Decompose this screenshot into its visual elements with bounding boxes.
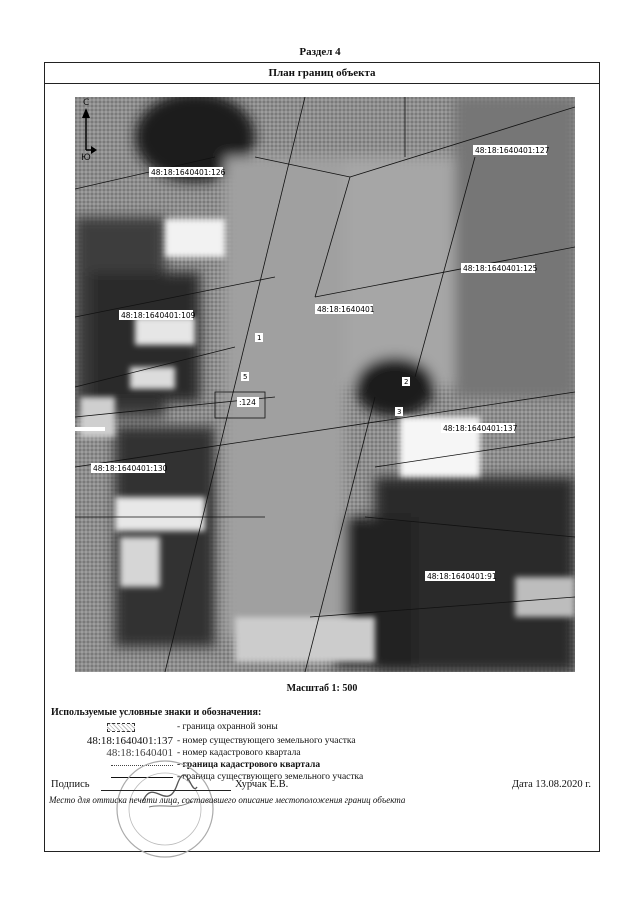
legend-description: - граница кадастрового квартала [177, 760, 321, 770]
parcel-label-130: 48:18:1640401:130 [93, 464, 168, 473]
parcel-label-127: 48:18:1640401:127 [475, 146, 550, 155]
point-label-5: 5 [243, 373, 248, 381]
compass-north-label: С [83, 98, 90, 108]
signer-name: Хурчак Е.В. [235, 779, 289, 790]
satellite-map [75, 97, 575, 672]
document-frame [44, 62, 600, 852]
point-label-2: 2 [404, 378, 409, 386]
map-scale: Масштаб 1: 500 [286, 683, 358, 694]
signature-label: Подпись [51, 779, 90, 790]
section-title: Раздел 4 [299, 46, 341, 58]
legend-symbol-text: 48:18:1640401 [106, 747, 173, 759]
seal-stamp [113, 757, 217, 861]
point-label-1: 1 [257, 334, 262, 342]
parcel-label-91: 48:18:1640401:91 [427, 572, 497, 581]
parcel-label-125: 48:18:1640401:125 [463, 264, 538, 273]
stamp-placement-note: Место для оттиска печати лица, составившего описание местоположения границ объекта [49, 795, 406, 805]
parcel-label-124: :124 [239, 398, 256, 407]
parcel-label-126: 48:18:1640401:126 [151, 168, 226, 177]
edge-marker [75, 427, 105, 431]
compass-south-label: Ю [81, 153, 91, 163]
parcel-label-109: 48:18:1640401:109 [121, 311, 196, 320]
map-canvas [75, 97, 575, 672]
parcel-label-137: 48:18:1640401:137 [443, 424, 518, 433]
quarter-label: 48:18:1640401 [317, 305, 375, 314]
legend-description: - номер существующего земельного участка [177, 736, 356, 746]
compass [81, 98, 105, 168]
legend-title: Используемые условные знаки и обозначения: [51, 707, 262, 718]
legend-symbol-parcel-number [51, 735, 177, 747]
legend-symbol-protection-zone [51, 721, 177, 733]
legend-description: - граница существующего земельного участка [177, 772, 364, 782]
signature-date: Дата 13.08.2020 г. [511, 779, 591, 790]
legend-description: - граница охранной зоны [177, 722, 278, 732]
signature-row [49, 779, 595, 793]
legend-description: - номер кадастрового квартала [177, 748, 301, 758]
point-label-3: 3 [397, 408, 402, 416]
plan-title: План границ объекта [45, 63, 599, 84]
signature-line [101, 790, 231, 791]
legend-symbol-text: 48:18:1640401:137 [86, 735, 173, 747]
